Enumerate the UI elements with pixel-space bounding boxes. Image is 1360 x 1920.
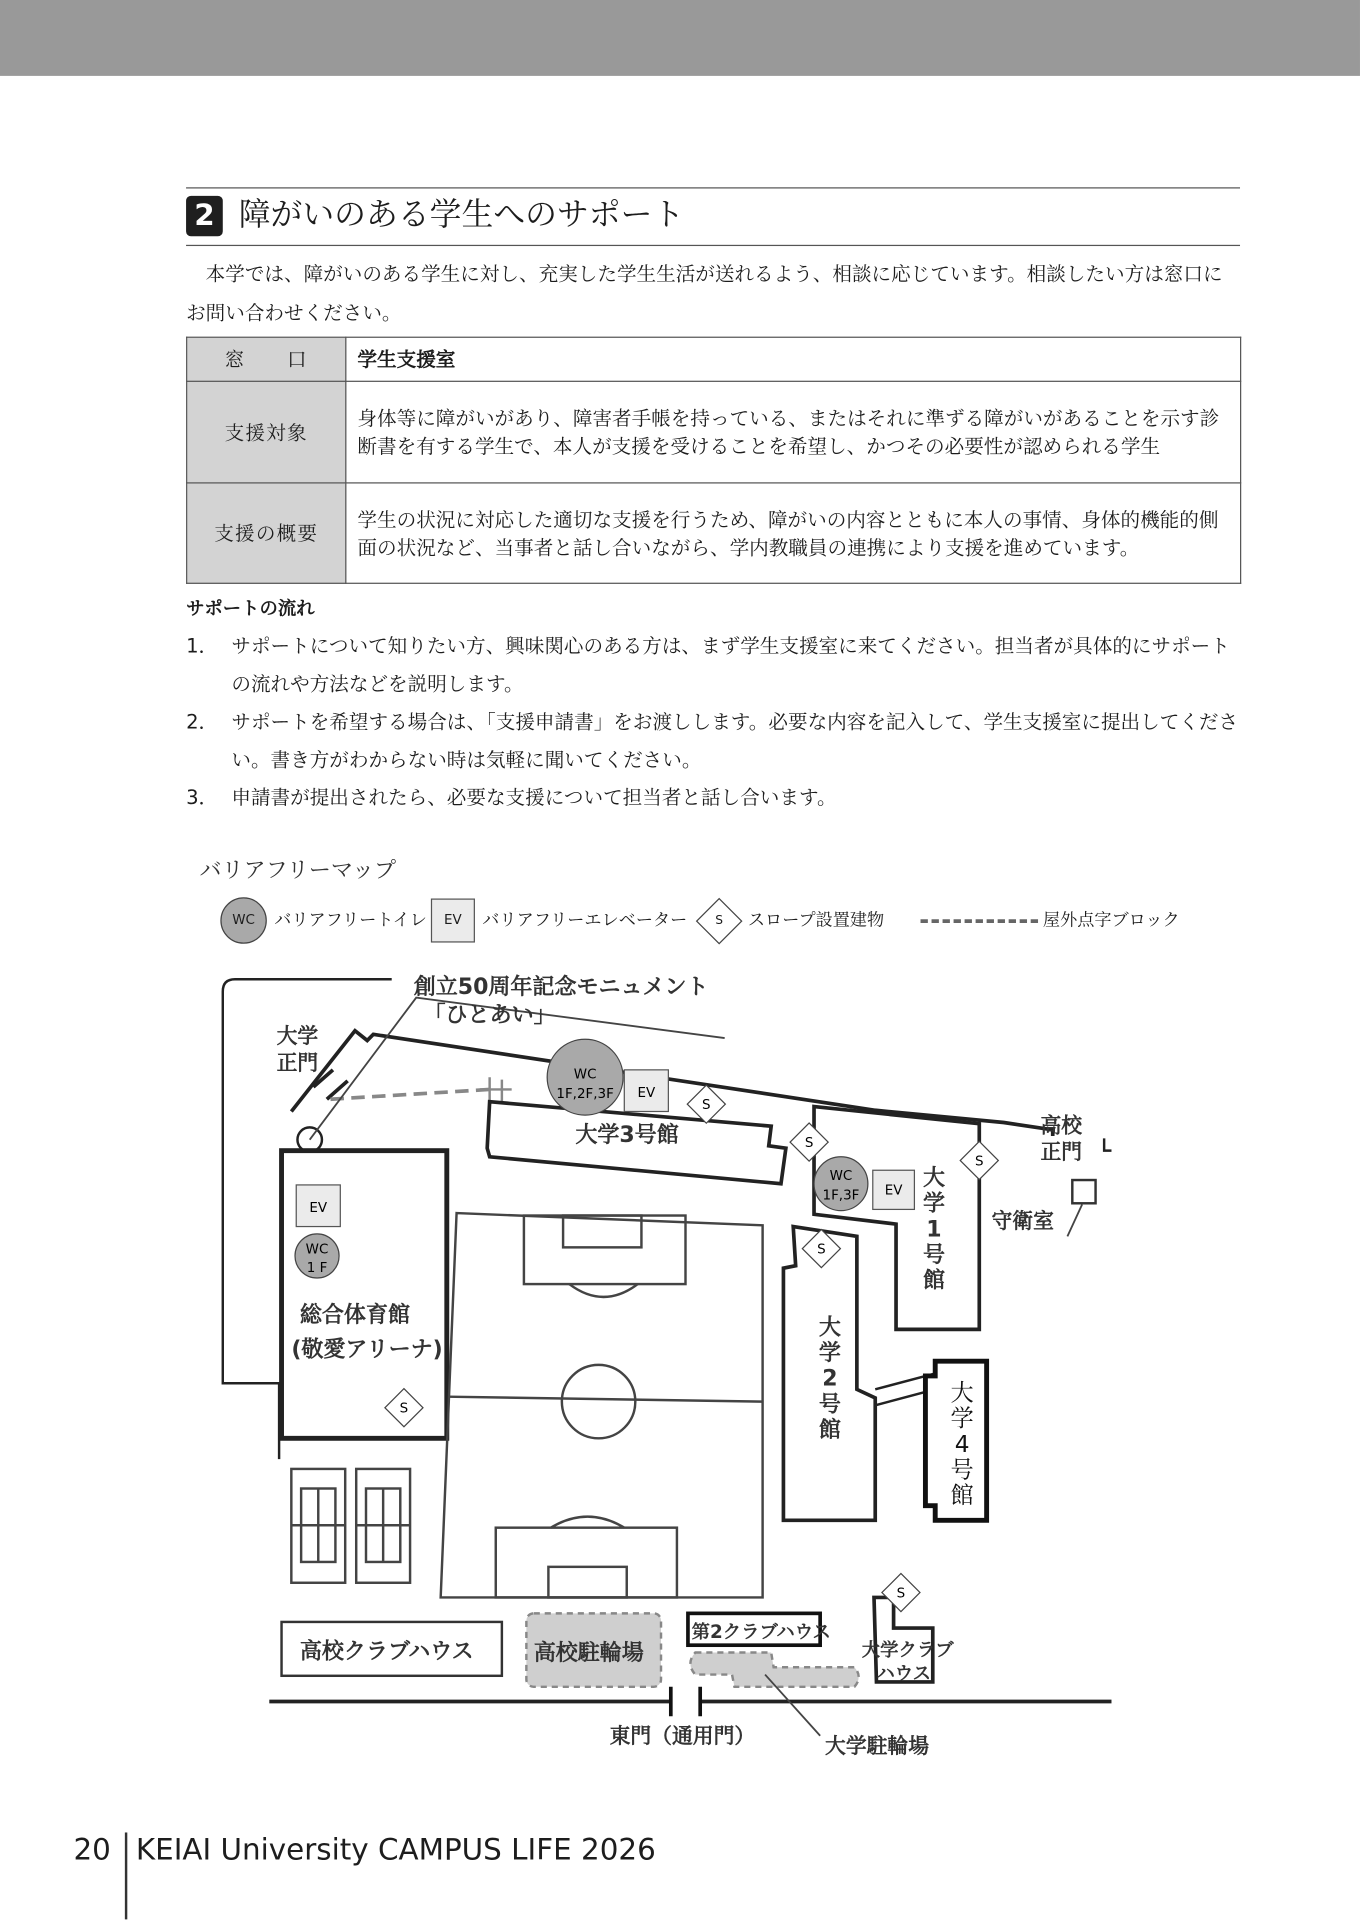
step-number: 3． [186, 785, 219, 810]
hs-gate-label: 高校 [1040, 1113, 1083, 1138]
legend-label: 屋外点字ブロック [1042, 910, 1180, 931]
building-4-char: 館 [950, 1482, 974, 1510]
east-gate-label: 東門（通用門） [609, 1724, 756, 1749]
monument-label: 創立50周年記念モニュメント [413, 974, 709, 1000]
section-number: 2 [186, 196, 223, 236]
building-4-char: 学 [950, 1405, 974, 1433]
accessible-toilet-icon: WC [220, 897, 267, 944]
svg-text:S: S [702, 1098, 711, 1114]
table-row [187, 337, 1241, 381]
intro-paragraph [186, 255, 1241, 333]
building-1-char: 館 [922, 1268, 945, 1294]
support-flow-list [186, 627, 1241, 817]
footer-title: KEIAI University CAMPUS LIFE 2026 [135, 1832, 656, 1867]
step-text: サポートについて知りたい方、興味関心のある方は、まず学生支援室に来てください。担当者が具体的にサポートの流れや方法などを説明します。 [231, 634, 1230, 696]
footer-divider [125, 1832, 127, 1919]
legend-label: スロープ設置建物 [747, 910, 885, 931]
building-2-char: 館 [818, 1418, 841, 1444]
building-2-char: 2 [822, 1366, 838, 1392]
section-bottom-rule [186, 245, 1240, 246]
svg-text:S: S [817, 1242, 826, 1258]
building-2-char: 学 [818, 1340, 841, 1366]
soccer-field [441, 1213, 763, 1597]
braille-block-mark [480, 1077, 512, 1104]
univ-gate-label: 正門 [276, 1050, 319, 1075]
hs-gate-label: 正門 [1040, 1140, 1083, 1165]
list-item [186, 779, 1241, 817]
row-content: 身体等に障がいがあり、障害者手帳を持っている、またはそれに準ずる障がいがあることを示す診断書を有する学生で、本人が支援を受けることを希望し、かつその必要性が認められる学生 [346, 381, 1241, 483]
toilet-icon-floors: 1F,2F,3F [556, 1087, 614, 1103]
section-title: 障がいのある学生へのサポート [238, 197, 685, 234]
east-gate-mark [671, 1687, 700, 1716]
support-info-table [186, 337, 1241, 584]
toilet-icon-label: WC [305, 1242, 329, 1258]
row-label: 支援の概要 [187, 483, 346, 583]
gymnasium-label: (敬愛アリーナ) [291, 1337, 443, 1363]
univ-clubhouse-label: 大学クラブ [861, 1640, 954, 1662]
table-row [187, 483, 1241, 583]
building-1-char: 学 [922, 1191, 945, 1217]
slope-icon [687, 1085, 725, 1123]
page-number: 20 [73, 1832, 111, 1867]
braille-block-icon [921, 919, 1039, 923]
toilet-icon-label: WC [573, 1067, 597, 1083]
svg-text:S: S [804, 1135, 814, 1151]
building-2-char: 号 [818, 1392, 841, 1418]
row-content: 学生支援室 [346, 337, 1241, 381]
elevator-icon: EV [431, 898, 475, 942]
building-2-char: 大 [818, 1315, 841, 1341]
row-label: 支援対象 [187, 381, 346, 483]
building-3-label: 大学3号館 [575, 1123, 679, 1149]
monument-label: 「ひとあい」 [423, 1003, 556, 1029]
toilet-icon-label: WC [829, 1169, 853, 1185]
legend-label: バリアフリートイレ [274, 910, 427, 931]
univ-gate-label: 大学 [276, 1023, 319, 1048]
row-label: 窓 口 [187, 337, 346, 381]
guard-label: 守衛室 [991, 1208, 1054, 1233]
legend-wc [220, 897, 427, 944]
legend-braille [921, 897, 1180, 944]
univ-bike-parking [690, 1653, 858, 1687]
hs-gate-mark [1104, 1138, 1111, 1150]
legend-label: バリアフリーエレベーター [482, 910, 688, 931]
slope-icon-letter: S [715, 913, 724, 928]
table-row [187, 381, 1241, 483]
step-number: 2． [186, 709, 219, 734]
elevator-icon-label: EV [884, 1183, 903, 1199]
building-1-char: 大 [922, 1165, 945, 1191]
clubhouse-2-label: 第2クラブハウス [691, 1621, 831, 1643]
top-band [0, 0, 1360, 76]
elevator-icon-label: EV [309, 1200, 328, 1216]
univ-clubhouse-label: ハウス [876, 1663, 931, 1685]
toilet-icon-floors: 1F,3F [822, 1188, 860, 1204]
legend-slope [695, 897, 884, 944]
svg-text:S: S [975, 1154, 984, 1170]
slope-icon [696, 897, 743, 944]
building-4-char: 4 [954, 1430, 970, 1458]
univ-parking-label: 大学駐輪場 [825, 1733, 930, 1758]
hs-clubhouse-label: 高校クラブハウス [299, 1639, 474, 1665]
gymnasium-label: 総合体育館 [299, 1303, 410, 1329]
list-item [186, 703, 1241, 779]
guard-house [1072, 1180, 1095, 1203]
legend-ev [431, 897, 687, 944]
step-text: 申請書が提出されたら、必要な支援について担当者と話し合います。 [231, 785, 837, 810]
toilet-icon-floors: 1 F [306, 1260, 328, 1276]
campus-map [196, 967, 1126, 1763]
building-4-char: 大 [950, 1379, 974, 1407]
braille-block-path [331, 1089, 490, 1099]
tennis-courts [291, 1469, 410, 1583]
intro-text: 本学では、障がいのある学生に対し、充実した学生生活が送れるよう、相談に応じています。相談したい方は窓口にお問い合わせください。 [186, 261, 1223, 325]
step-text: サポートを希望する場合は、「支援申請書」をお渡しします。必要な内容を記入して、学生支援室に提出してください。書き方がわからない時は気軽に聞いてください。 [231, 709, 1239, 772]
building-1-char: 1 [926, 1217, 942, 1243]
hs-bike-parking-label: 高校駐輪場 [533, 1640, 644, 1666]
step-number: 1． [186, 634, 219, 658]
list-item [186, 627, 1241, 703]
svg-text:S: S [896, 1586, 906, 1602]
svg-text:S: S [399, 1401, 409, 1417]
building-4-char: 号 [950, 1456, 974, 1484]
map-legend [220, 897, 1224, 944]
guard-leader [1067, 1205, 1082, 1237]
building-1-char: 号 [922, 1243, 945, 1269]
row-content: 学生の状況に対応した適切な支援を行うため、障がいの内容とともに本人の事情、身体的機能的側面の状況など、当事者と話し合いながら、学内教職員の連携により支援を進めています。 [346, 483, 1241, 583]
elevator-icon-label: EV [637, 1085, 656, 1101]
support-flow-heading: サポートの流れ [186, 597, 315, 620]
map-title: バリアフリーマップ [199, 858, 397, 884]
section-top-rule [186, 187, 1240, 188]
